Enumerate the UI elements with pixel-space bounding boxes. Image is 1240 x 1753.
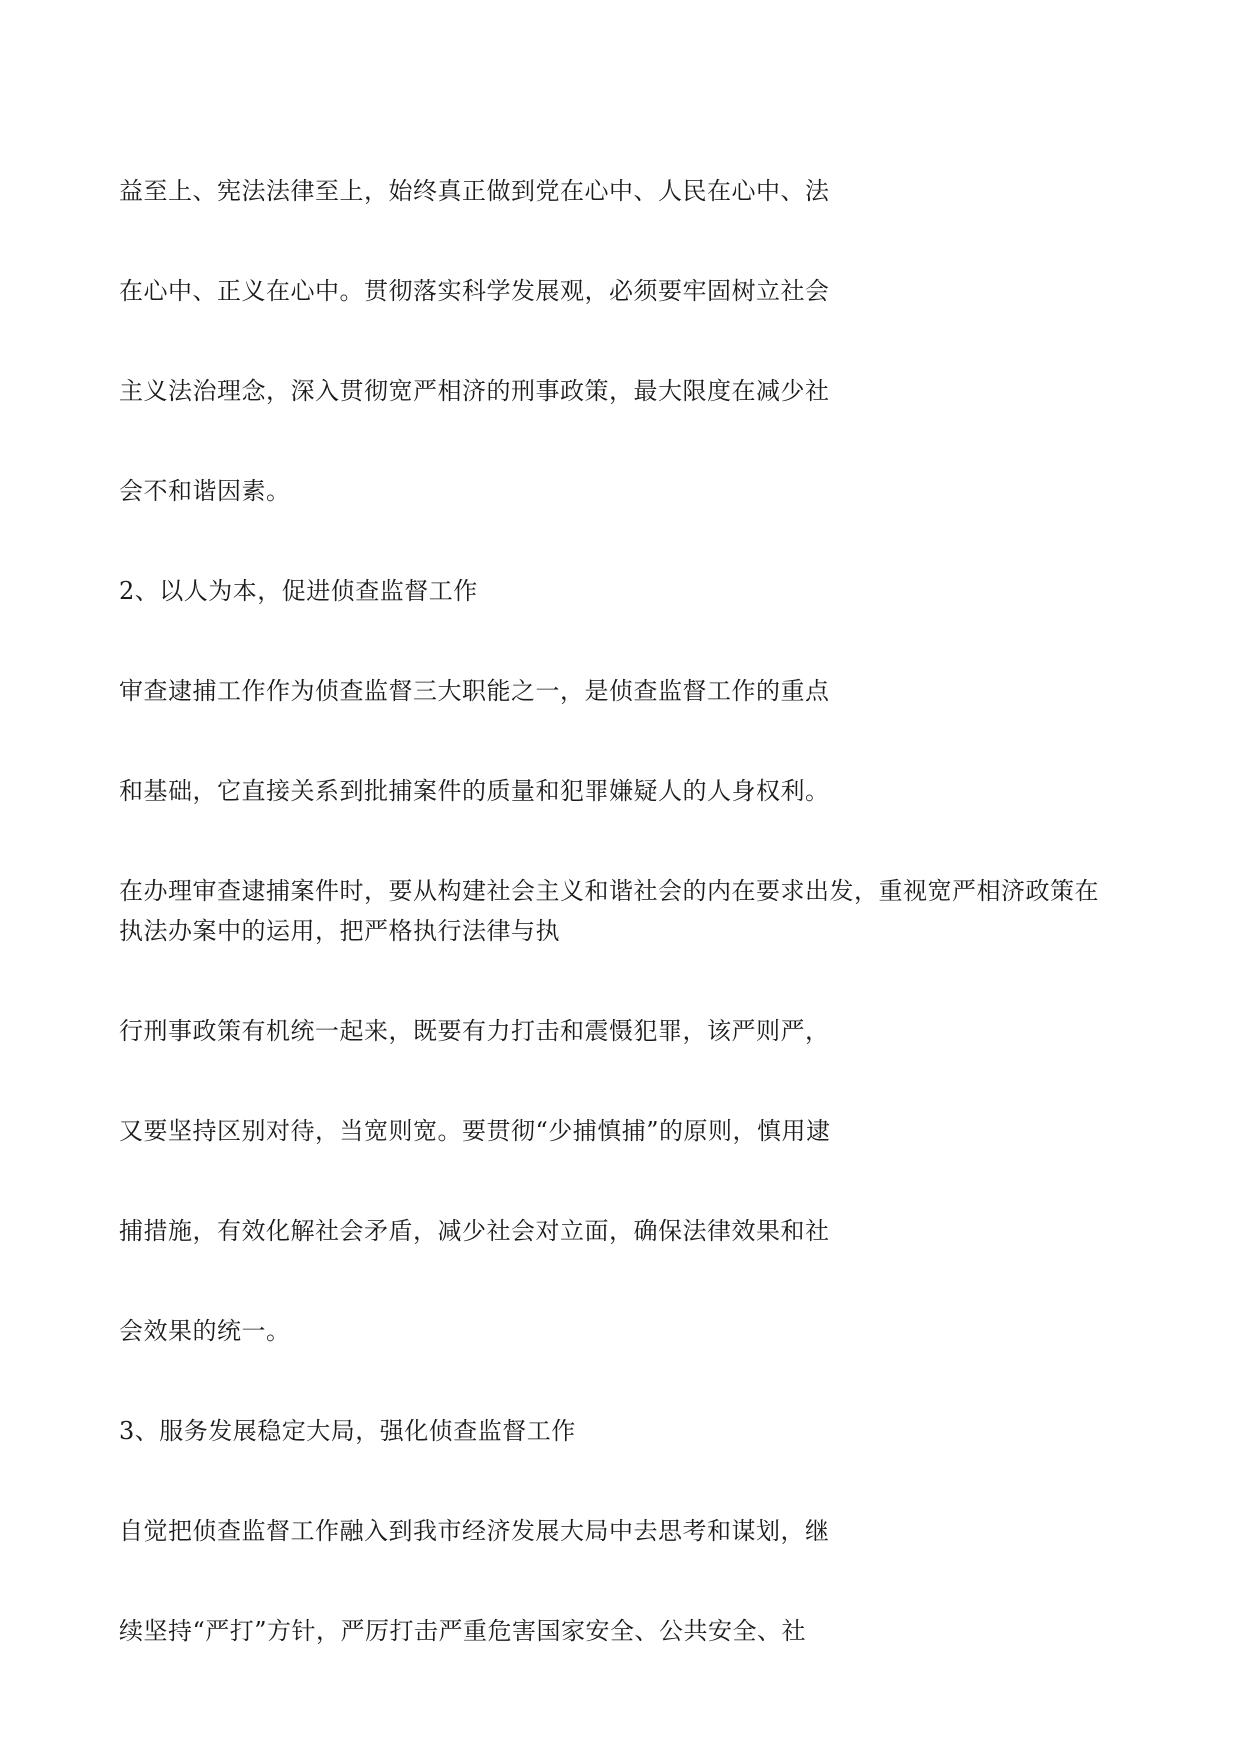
paragraph-line: 续坚持“严打”方针，严厉打击严重危害国家安全、公共安全、社 xyxy=(119,1617,807,1645)
paragraph-line: 又要坚持区别对待，当宽则宽。要贯彻“少捕慎捕”的原则，慎用逮 xyxy=(119,1117,831,1145)
paragraph-line: 在办理审查逮捕案件时，要从构建社会主义和谐社会的内在要求出发，重视宽严相济政策在 xyxy=(119,877,1099,905)
section-heading: 2、以人为本，促进侦查监督工作 xyxy=(119,577,478,605)
paragraph-line: 审查逮捕工作作为侦查监督三大职能之一，是侦查监督工作的重点 xyxy=(119,677,830,705)
paragraph-line: 主义法治理念，深入贯彻宽严相济的刑事政策，最大限度在减少社 xyxy=(119,377,830,405)
paragraph-line: 会不和谐因素。 xyxy=(119,477,291,505)
section-heading: 3、服务发展稳定大局，强化侦查监督工作 xyxy=(119,1417,576,1445)
paragraph-line: 会效果的统一。 xyxy=(119,1317,291,1345)
paragraph-line: 在心中、正义在心中。贯彻落实科学发展观，必须要牢固树立社会 xyxy=(119,277,830,305)
paragraph-line: 执法办案中的运用，把严格执行法律与执 xyxy=(119,917,560,945)
paragraph-line: 益至上、宪法法律至上，始终真正做到党在心中、人民在心中、法 xyxy=(119,177,830,205)
paragraph-line: 行刑事政策有机统一起来，既要有力打击和震慑犯罪，该严则严， xyxy=(119,1017,830,1045)
paragraph-line: 捕措施，有效化解社会矛盾，减少社会对立面，确保法律效果和社 xyxy=(119,1217,830,1245)
paragraph-line: 和基础，它直接关系到批捕案件的质量和犯罪嫌疑人的人身权利。 xyxy=(119,777,830,805)
paragraph-line: 自觉把侦查监督工作融入到我市经济发展大局中去思考和谋划，继 xyxy=(119,1517,830,1545)
